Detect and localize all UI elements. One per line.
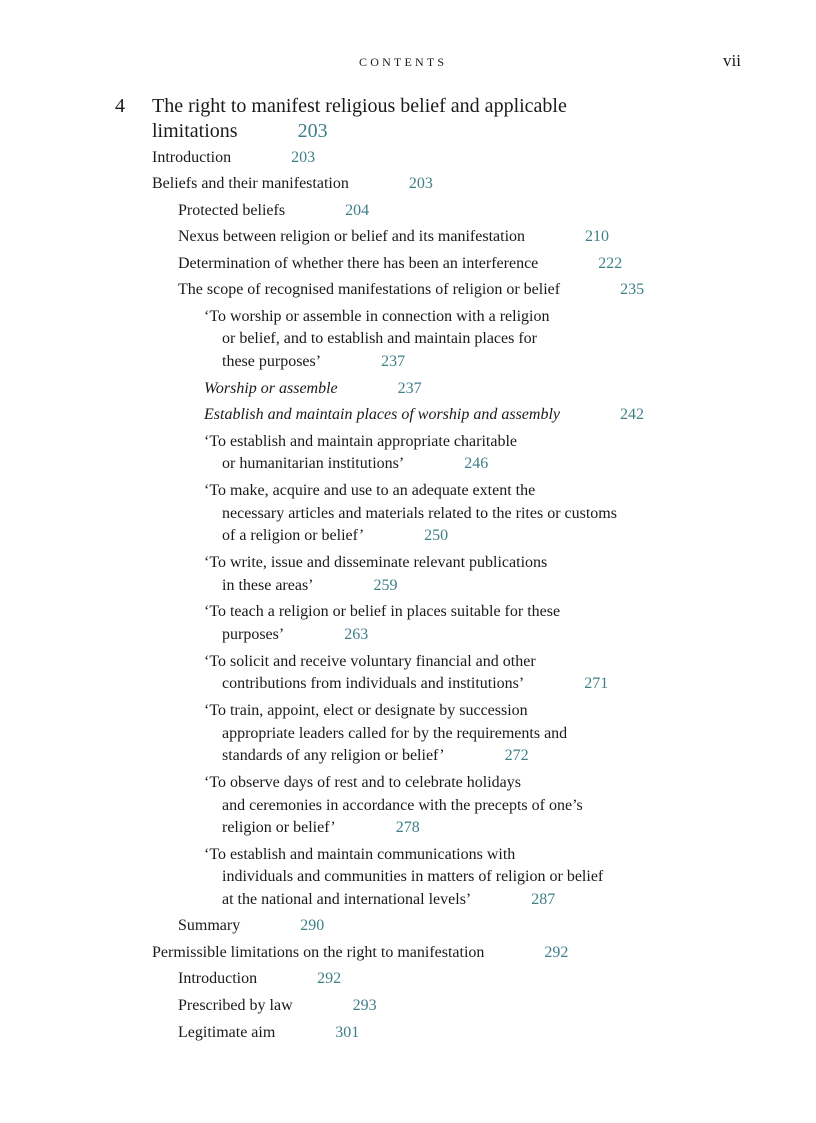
toc-entry-determination[interactable]: Determination of whether there has been an interference 222 [178, 255, 623, 272]
toc-entry-publications-line1[interactable]: ‘To write, issue and disseminate relevant publications [204, 554, 548, 571]
toc-entry-communications-line1[interactable]: ‘To establish and maintain communications with [204, 846, 516, 863]
toc-page-number: 278 [395, 819, 420, 836]
toc-entry-nexus[interactable]: Nexus between religion or belief and its manifestation 210 [178, 228, 610, 245]
toc-page-number: 292 [544, 944, 569, 961]
toc-page-number: 210 [585, 228, 610, 245]
toc-entry-communications-line2[interactable]: individuals and communities in matters of religion or belief [222, 868, 604, 885]
toc-page-number: 203 [408, 175, 433, 192]
toc-page-number: 259 [373, 577, 398, 594]
toc-entry-limitations-introduction[interactable]: Introduction 292 [178, 970, 342, 987]
toc-page-number: 292 [317, 970, 342, 987]
toc-entry-worship-quote-line2[interactable]: or belief, and to establish and maintain places for [222, 330, 538, 347]
toc-entry-beliefs[interactable]: Beliefs and their manifestation 203 [152, 175, 433, 192]
toc-page-number: 246 [464, 455, 489, 472]
toc-entry-train-line2[interactable]: appropriate leaders called for by the requirements and [222, 725, 568, 742]
toc-page-number: 237 [381, 353, 406, 370]
toc-entry-charitable-line2[interactable]: or humanitarian institutions’ 246 [222, 455, 489, 472]
toc-entry-articles-line2[interactable]: necessary articles and materials related to the rites or customs [222, 505, 617, 522]
toc-page-number: 237 [397, 380, 422, 397]
toc-entry-teach-line2[interactable]: purposes’ 263 [222, 626, 369, 643]
toc-page-number: 290 [300, 917, 325, 934]
toc-entry-observe-line3[interactable]: religion or belief’ 278 [222, 819, 420, 836]
toc-entry-introduction[interactable]: Introduction 203 [152, 149, 316, 166]
toc-entry-permissible-limitations[interactable]: Permissible limitations on the right to manifestation 292 [152, 944, 569, 961]
toc-page-number: 271 [584, 675, 609, 692]
toc-entry-solicit-line2[interactable]: contributions from individuals and institutions’ 271 [222, 675, 609, 692]
toc-entry-articles-line3[interactable]: of a religion or belief’ 250 [222, 527, 449, 544]
toc-page-number: 235 [620, 281, 645, 298]
toc-entry-prescribed-by-law[interactable]: Prescribed by law 293 [178, 997, 377, 1014]
toc-entry-teach-line1[interactable]: ‘To teach a religion or belief in places suitable for these [204, 603, 561, 620]
page-number: vii [723, 51, 741, 70]
toc-entry-observe-line1[interactable]: ‘To observe days of rest and to celebrate holidays [204, 774, 521, 791]
toc-entry-establish-places[interactable]: Establish and maintain places of worship and assembly 242 [204, 406, 644, 423]
running-head [0, 51, 816, 75]
toc-page-number: 204 [345, 202, 370, 219]
running-title: CONTENTS [359, 55, 448, 69]
toc-page-number: 301 [335, 1024, 360, 1041]
toc-page-number: 222 [598, 255, 623, 272]
toc-entry-charitable-line1[interactable]: ‘To establish and maintain appropriate charitable [204, 433, 517, 450]
toc-entry-train-line1[interactable]: ‘To train, appoint, elect or designate by succession [204, 702, 528, 719]
chapter-title-line1: The right to manifest religious belief and applicable [152, 95, 567, 117]
toc-entry-publications-line2[interactable]: in these areas’ 259 [222, 577, 398, 594]
toc-entry-articles-line1[interactable]: ‘To make, acquire and use to an adequate extent the [204, 482, 536, 499]
toc-entry-train-line3[interactable]: standards of any religion or belief’ 272 [222, 747, 529, 764]
toc-page-number: 263 [344, 626, 369, 643]
toc-entry-worship-quote-line3[interactable]: these purposes’ 237 [222, 353, 406, 370]
toc-page-number: 293 [352, 997, 377, 1014]
toc-page-number: 203 [291, 149, 316, 166]
toc-entry-solicit-line1[interactable]: ‘To solicit and receive voluntary financial and other [204, 653, 536, 670]
toc-entry-scope[interactable]: The scope of recognised manifestations of religion or belief 235 [178, 281, 645, 298]
chapter-page-number: 203 [297, 120, 328, 142]
toc-page-number: 250 [424, 527, 449, 544]
chapter-number: 4 [115, 95, 125, 117]
toc-entry-legitimate-aim[interactable]: Legitimate aim 301 [178, 1024, 360, 1041]
toc-entry-summary[interactable]: Summary 290 [178, 917, 325, 934]
toc-page-number: 287 [531, 891, 556, 908]
toc-entry-worship-quote-line1[interactable]: ‘To worship or assemble in connection with a religion [204, 308, 550, 325]
toc-entry-protected-beliefs[interactable]: Protected beliefs 204 [178, 202, 370, 219]
toc-entry-communications-line3[interactable]: at the national and international levels’ 287 [222, 891, 556, 908]
toc-page-number: 272 [504, 747, 529, 764]
toc-page-number: 242 [620, 406, 644, 423]
toc-entry-observe-line2[interactable]: and ceremonies in accordance with the precepts of one’s [222, 797, 583, 814]
toc-entry-worship-assemble[interactable]: Worship or assemble 237 [204, 380, 422, 397]
chapter-title-line2[interactable]: limitations 203 [152, 120, 328, 142]
